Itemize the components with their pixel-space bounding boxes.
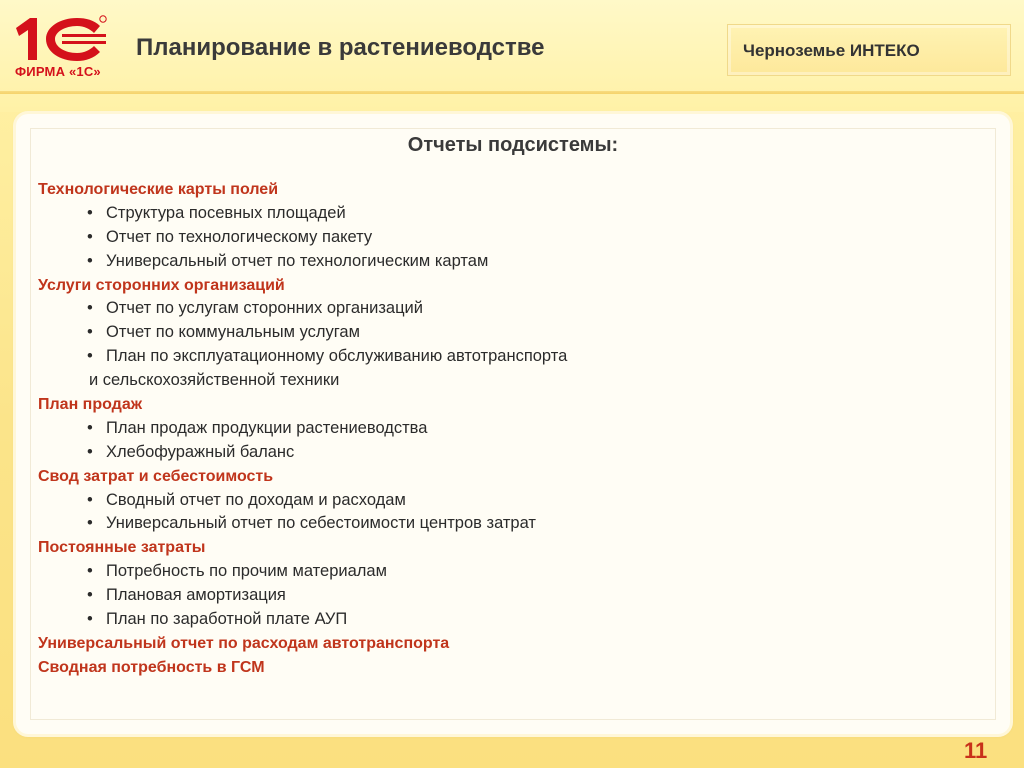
bullet-icon: • bbox=[87, 203, 93, 222]
report-item bbox=[38, 250, 998, 274]
bullet-icon: • bbox=[87, 418, 93, 437]
report-item-label: Универсальный отчет по себестоимости центров затрат bbox=[106, 514, 536, 533]
bullet-icon: • bbox=[87, 490, 93, 509]
page-number: 11 bbox=[964, 738, 988, 763]
report-item bbox=[38, 417, 998, 441]
report-item bbox=[38, 512, 998, 536]
bullet-icon: • bbox=[87, 514, 93, 533]
report-item-label: Универсальный отчет по технологическим картам bbox=[106, 251, 489, 270]
report-category: Сводная потребность в ГСМ bbox=[38, 658, 265, 676]
report-category: Технологические карты полей bbox=[38, 181, 279, 198]
report-category: План продаж bbox=[38, 396, 143, 414]
report-list bbox=[38, 178, 998, 680]
logo-caption: ФИРМА «1С» bbox=[15, 64, 101, 79]
report-item-label: Структура посевных площадей bbox=[106, 203, 346, 222]
bullet-icon: • bbox=[87, 610, 93, 629]
bullet-icon: • bbox=[87, 323, 93, 342]
report-item bbox=[38, 560, 998, 584]
bullet-icon: • bbox=[87, 347, 93, 366]
report-item-continuation: и сельскохозяйственной техники bbox=[89, 371, 340, 390]
report-category: Универсальный отчет по расходам автотранспорта bbox=[38, 634, 450, 652]
report-item bbox=[38, 441, 998, 465]
bullet-icon: • bbox=[87, 251, 93, 270]
bullet-icon: • bbox=[87, 442, 93, 461]
report-item-label: Плановая амортизация bbox=[106, 586, 286, 605]
report-item-label: План по заработной плате АУП bbox=[106, 610, 348, 629]
report-category: Постоянные затраты bbox=[38, 539, 206, 557]
report-item bbox=[38, 321, 998, 345]
report-item-label: Хлебофуражный баланс bbox=[106, 442, 295, 461]
bullet-icon: • bbox=[87, 299, 93, 318]
report-item-label: Отчет по услугам сторонних организаций bbox=[106, 299, 423, 318]
content-card bbox=[16, 114, 1010, 734]
slide-title: Планирование в растениеводстве bbox=[136, 34, 545, 61]
report-item-label: План продаж продукции растениеводства bbox=[106, 418, 428, 437]
report-item bbox=[38, 202, 998, 226]
report-item bbox=[38, 608, 998, 632]
report-item-label: План по эксплуатационному обслуживанию автотранспорта bbox=[106, 347, 568, 366]
bullet-icon: • bbox=[87, 562, 93, 581]
section-heading: Отчеты подсистемы: bbox=[407, 134, 619, 156]
report-item bbox=[38, 345, 998, 369]
report-category: Услуги сторонних организаций bbox=[38, 276, 285, 294]
report-item-label: Отчет по коммунальным услугам bbox=[106, 323, 360, 342]
report-item-label: Отчет по технологическому пакету bbox=[106, 227, 373, 246]
report-item bbox=[38, 297, 998, 321]
bullet-icon: • bbox=[87, 227, 93, 246]
company-box bbox=[727, 24, 1011, 76]
report-item-label: Сводный отчет по доходам и расходам bbox=[106, 490, 406, 509]
report-item bbox=[38, 489, 998, 513]
company-name: Черноземье ИНТЕКО bbox=[743, 41, 920, 60]
header-divider bbox=[0, 91, 1024, 94]
report-item bbox=[38, 584, 998, 608]
1c-logo-mark bbox=[10, 14, 110, 66]
report-item-label: Потребность по прочим материалам bbox=[106, 562, 387, 581]
report-category: Свод затрат и себестоимость bbox=[38, 467, 274, 485]
bullet-icon: • bbox=[87, 586, 93, 605]
report-item bbox=[38, 226, 998, 250]
